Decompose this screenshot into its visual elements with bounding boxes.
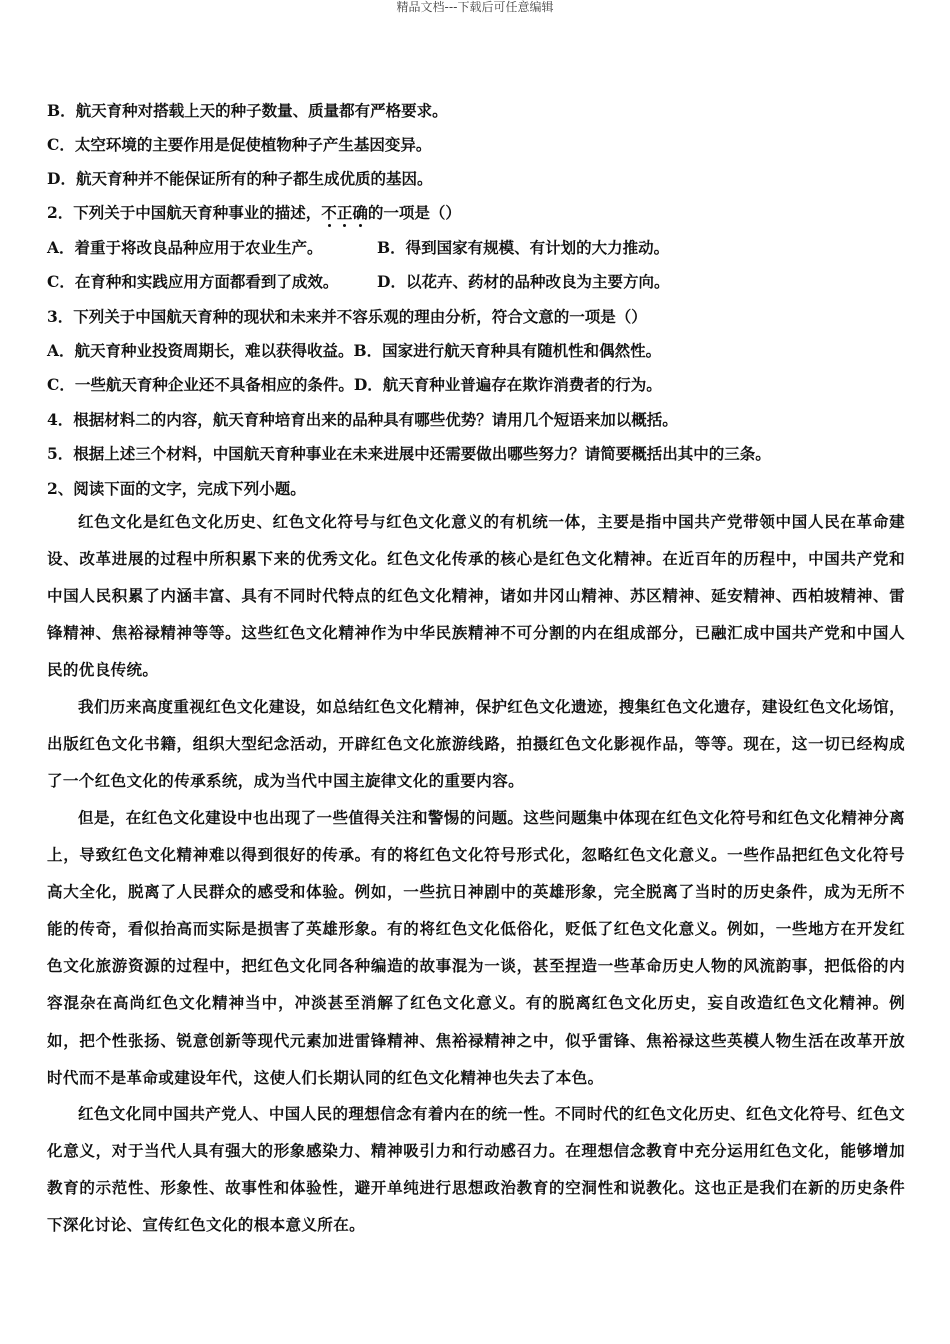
q2-stem-suffix: 的一项是（） (367, 203, 461, 222)
q2-option-d: D．以花卉、药材的品种改良为主要方向。 (377, 272, 670, 291)
q1-option-b: B．航天育种对搭载上天的种子数量、质量都有严格要求。 (47, 101, 448, 120)
q2-stem-emphasis-2: 正 (336, 203, 353, 222)
q2-option-b: B．得到国家有规模、有计划的大力推动。 (377, 238, 670, 257)
q3-stem: 3．下列关于中国航天育种的现状和未来并不容乐观的理由分析，符合文意的一项是（） (47, 307, 647, 326)
q1-option-d: D．航天育种并不能保证所有的种子都生成优质的基因。 (47, 169, 433, 188)
section-2-title: 2、阅读下面的文字，完成下列小题。 (47, 479, 306, 498)
q1-option-c: C．太空环境的主要作用是促使植物种子产生基因变异。 (47, 135, 432, 154)
q2-stem-prefix: 2．下列关于中国航天育种事业的描述， (47, 203, 322, 222)
q2-stem (47, 203, 461, 223)
passage-paragraph-3: 但是，在红色文化建设中也出现了一些值得关注和警惕的问题。这些问题集中体现在红色文化符号和红色文化精神分离上，导致红色文化精神难以得到很好的传承。有的将红色文化符号形式化，忽略红色文化意义。一些作品把红色文化符号高大全化，脱离了人民群众的感受和体验。例如，一些抗日神剧中的英雄形象，完全脱离了当时的历史条件，成为无所不能的传奇，看似抬高而实际是损害了英雄形象。有的将红色文化低俗化，贬低了红色文化意义。例如，一些地方在开发红色文化旅游资源的过程中，把红色文化同各种编造的故事混为一谈，甚至捏造一些革命历史人物的风流韵事，把低俗的内容混杂在高尚红色文化精神当中，冲淡甚至消解了红色文化意义。有的脱离红色文化历史，妄自改造红色文化精神。例如，把个性张扬、锐意创新等现代元素加进雷锋精神、焦裕禄精神之中，似乎雷锋、焦裕禄这些英模人物生活在改革开放时代而不是革命或建设年代，这使人们长期认同的红色文化精神也失去了本色。 (47, 808, 905, 1087)
passage-paragraph-1: 红色文化是红色文化历史、红色文化符号与红色文化意义的有机统一体，主要是指中国共产党带领中国人民在革命建设、改革进展的过程中所积累下来的优秀文化。红色文化传承的核心是红色文化精神。在近百年的历程中，中国共产党和中国人民积累了内涵丰富、具有不同时代特点的红色文化精神，诸如井冈山精神、苏区精神、延安精神、西柏坡精神、雷锋精神、焦裕禄精神等等。这些红色文化精神作为中华民族精神不可分割的内在组成部分，已融汇成中国共产党和中国人民的优良传统。 (47, 512, 905, 680)
q3-option-cd: C．一些航天育种企业还不具备相应的条件。D．航天育种业普遍存在欺诈消费者的行为。 (47, 375, 662, 394)
q2-option-a: A．着重于将改良品种应用于农业生产。 (47, 238, 323, 257)
q4-stem: 4．根据材料二的内容，航天育种培育出来的品种具有哪些优势？请用几个短语来加以概括。 (47, 410, 678, 429)
page-header: 精品文档---下载后可任意编辑 (396, 0, 554, 14)
passage-paragraph-2: 我们历来高度重视红色文化建设，如总结红色文化精神，保护红色文化遗迹，搜集红色文化遗存，建设红色文化场馆，出版红色文化书籍，组织大型纪念活动，开辟红色文化旅游线路，拍摄红色文化影视作品，等等。现在，这一切已经构成了一个红色文化的传承系统，成为当代中国主旋律文化的重要内容。 (47, 697, 905, 791)
q2-stem-emphasis-3: 确 (352, 203, 368, 222)
q5-stem: 5．根据上述三个材料，中国航天育种事业在未来进展中还需要做出哪些努力？请简要概括出其中的三条。 (47, 444, 771, 463)
q3-option-ab: A．航天育种业投资周期长，难以获得收益。B．国家进行航天育种具有随机性和偶然性。 (47, 341, 662, 360)
passage-paragraph-4: 红色文化同中国共产党人、中国人民的理想信念有着内在的统一性。不同时代的红色文化历史、红色文化符号、红色文化意义，对于当代人具有强大的形象感染力、精神吸引力和行动感召力。在理想信念教育中充分运用红色文化，能够增加教育的示范性、形象性、故事性和体验性，避开单纯进行思想政治教育的空洞性和说教化。这也正是我们在新的历史条件下深化讨论、宣传红色文化的根本意义所在。 (47, 1104, 905, 1235)
q2-stem-emphasis-1: 不 (321, 203, 337, 222)
q2-option-c: C．在育种和实践应用方面都看到了成效。 (47, 272, 339, 291)
